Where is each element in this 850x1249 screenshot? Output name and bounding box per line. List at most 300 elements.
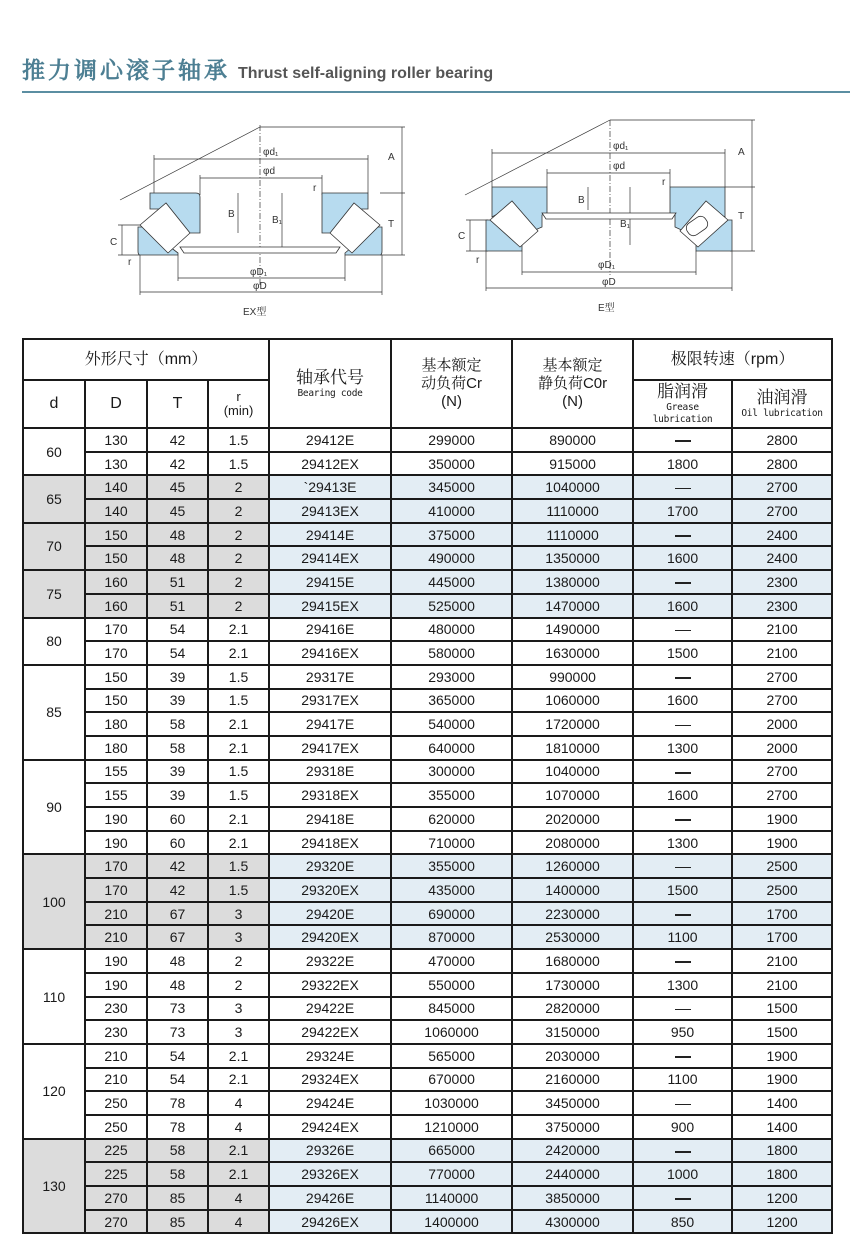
cell-T: 58 bbox=[147, 1162, 208, 1186]
cell-D: 250 bbox=[85, 1091, 147, 1115]
table-row bbox=[23, 428, 832, 452]
cell-code: 29318EX bbox=[269, 783, 391, 807]
cell-code: 29426EX bbox=[269, 1210, 391, 1234]
cell-d: 75 bbox=[23, 570, 85, 617]
table-row bbox=[23, 689, 832, 713]
cell-T: 60 bbox=[147, 831, 208, 855]
table-row bbox=[23, 736, 832, 760]
cell-T: 42 bbox=[147, 878, 208, 902]
cell-grease: 1300 bbox=[633, 973, 732, 997]
table-row bbox=[23, 997, 832, 1021]
table-row bbox=[23, 783, 832, 807]
table-row bbox=[23, 760, 832, 784]
cell-cor: 2080000 bbox=[512, 831, 633, 855]
cell-r: 1.5 bbox=[208, 854, 269, 878]
header-T: T bbox=[147, 380, 208, 428]
cell-cor: 1720000 bbox=[512, 712, 633, 736]
dash-mark bbox=[675, 1104, 691, 1106]
cell-D: 230 bbox=[85, 1020, 147, 1044]
header-cr-line2: 动负荷Cr bbox=[421, 374, 482, 392]
cell-T: 48 bbox=[147, 523, 208, 547]
cell-cor: 4300000 bbox=[512, 1210, 633, 1234]
table-row bbox=[23, 1115, 832, 1139]
cell-d: 65 bbox=[23, 475, 85, 522]
svg-text:r: r bbox=[662, 177, 666, 188]
cell-grease bbox=[633, 428, 732, 452]
svg-text:A: A bbox=[738, 147, 745, 158]
cell-code: 29320E bbox=[269, 854, 391, 878]
cell-cr: 845000 bbox=[391, 997, 512, 1021]
cell-oil: 1900 bbox=[732, 831, 832, 855]
cell-d: 130 bbox=[23, 1139, 85, 1234]
svg-text:B₁: B₁ bbox=[272, 215, 283, 226]
cell-r: 2.1 bbox=[208, 807, 269, 831]
cell-cr: 550000 bbox=[391, 973, 512, 997]
dash-mark bbox=[675, 1009, 691, 1011]
cell-code: 29320EX bbox=[269, 878, 391, 902]
cell-grease bbox=[633, 712, 732, 736]
cell-code: 29322E bbox=[269, 949, 391, 973]
dash-mark bbox=[675, 677, 691, 679]
cell-r: 3 bbox=[208, 925, 269, 949]
cell-oil: 1400 bbox=[732, 1115, 832, 1139]
cell-grease: 1600 bbox=[633, 594, 732, 618]
cell-grease bbox=[633, 665, 732, 689]
cell-d: 85 bbox=[23, 665, 85, 760]
cell-cr: 445000 bbox=[391, 570, 512, 594]
cell-cor: 2530000 bbox=[512, 925, 633, 949]
svg-text:B: B bbox=[578, 195, 585, 206]
cell-r: 2.1 bbox=[208, 618, 269, 642]
cell-grease: 1000 bbox=[633, 1162, 732, 1186]
cell-cr: 565000 bbox=[391, 1044, 512, 1068]
cell-cr: 1400000 bbox=[391, 1210, 512, 1234]
cell-r: 1.5 bbox=[208, 783, 269, 807]
table-body bbox=[23, 428, 832, 1233]
cell-d: 110 bbox=[23, 949, 85, 1044]
cell-grease: 1800 bbox=[633, 452, 732, 476]
cell-r: 1.5 bbox=[208, 452, 269, 476]
cell-D: 170 bbox=[85, 641, 147, 665]
dash-mark bbox=[675, 440, 691, 442]
svg-text:B: B bbox=[228, 209, 235, 220]
cell-T: 78 bbox=[147, 1091, 208, 1115]
cell-cor: 890000 bbox=[512, 428, 633, 452]
cell-grease bbox=[633, 1044, 732, 1068]
cell-grease: 950 bbox=[633, 1020, 732, 1044]
cell-T: 58 bbox=[147, 712, 208, 736]
cell-T: 73 bbox=[147, 997, 208, 1021]
cell-oil: 2000 bbox=[732, 736, 832, 760]
cell-cr: 490000 bbox=[391, 546, 512, 570]
cell-cr: 300000 bbox=[391, 760, 512, 784]
svg-text:C: C bbox=[458, 231, 466, 242]
cell-T: 60 bbox=[147, 807, 208, 831]
page-title bbox=[22, 52, 493, 84]
cell-T: 67 bbox=[147, 902, 208, 926]
cell-d: 120 bbox=[23, 1044, 85, 1139]
cell-r: 2.1 bbox=[208, 641, 269, 665]
cell-grease: 1100 bbox=[633, 1068, 732, 1092]
title-divider bbox=[22, 91, 850, 93]
cell-r: 2 bbox=[208, 475, 269, 499]
cell-code: 29418EX bbox=[269, 831, 391, 855]
cell-cor: 2030000 bbox=[512, 1044, 633, 1068]
dash-mark bbox=[675, 582, 691, 584]
cell-cor: 1400000 bbox=[512, 878, 633, 902]
cell-grease: 1100 bbox=[633, 925, 732, 949]
cell-T: 85 bbox=[147, 1186, 208, 1210]
cell-D: 190 bbox=[85, 807, 147, 831]
cell-grease: 1600 bbox=[633, 546, 732, 570]
cell-oil: 2800 bbox=[732, 452, 832, 476]
svg-text:φD₁: φD₁ bbox=[598, 260, 616, 271]
cell-D: 210 bbox=[85, 902, 147, 926]
cell-D: 210 bbox=[85, 1068, 147, 1092]
cell-oil: 2700 bbox=[732, 499, 832, 523]
header-grease-en: Grease lubrication bbox=[652, 402, 713, 425]
header-cr-line3: (N) bbox=[441, 392, 462, 410]
cell-cor: 2440000 bbox=[512, 1162, 633, 1186]
header-static-load bbox=[512, 339, 633, 428]
cell-oil: 1700 bbox=[732, 925, 832, 949]
cell-r: 1.5 bbox=[208, 760, 269, 784]
cell-cor: 1040000 bbox=[512, 760, 633, 784]
cell-code: 29417EX bbox=[269, 736, 391, 760]
title-english: Thrust self-aligning roller bearing bbox=[238, 65, 494, 82]
cell-oil: 2400 bbox=[732, 523, 832, 547]
table-row bbox=[23, 949, 832, 973]
cell-code: 29416E bbox=[269, 618, 391, 642]
cell-code: 29424EX bbox=[269, 1115, 391, 1139]
cell-r: 4 bbox=[208, 1115, 269, 1139]
svg-text:A: A bbox=[388, 152, 395, 163]
cell-cor: 2020000 bbox=[512, 807, 633, 831]
diagram-e-type bbox=[450, 115, 770, 320]
cell-grease bbox=[633, 570, 732, 594]
cell-code: 29418E bbox=[269, 807, 391, 831]
diagram-ex-caption: EX型 bbox=[243, 307, 267, 318]
cell-code: 29422E bbox=[269, 997, 391, 1021]
cell-code: 29326E bbox=[269, 1139, 391, 1163]
table-row bbox=[23, 1091, 832, 1115]
title-chinese: 推力调心滚子轴承 bbox=[22, 58, 230, 84]
cell-T: 48 bbox=[147, 973, 208, 997]
cell-cor: 1680000 bbox=[512, 949, 633, 973]
cell-D: 250 bbox=[85, 1115, 147, 1139]
table-row bbox=[23, 973, 832, 997]
cell-oil: 2800 bbox=[732, 428, 832, 452]
dash-mark bbox=[675, 630, 691, 632]
cell-code: `29413E bbox=[269, 475, 391, 499]
header-speed-limit: 极限转速（rpm） bbox=[633, 339, 832, 380]
cell-r: 2 bbox=[208, 499, 269, 523]
cell-cor: 2820000 bbox=[512, 997, 633, 1021]
cell-r: 2 bbox=[208, 570, 269, 594]
dash-mark bbox=[675, 819, 691, 821]
cell-T: 85 bbox=[147, 1210, 208, 1234]
cell-r: 3 bbox=[208, 997, 269, 1021]
cell-r: 1.5 bbox=[208, 428, 269, 452]
cell-cr: 540000 bbox=[391, 712, 512, 736]
cell-r: 2.1 bbox=[208, 1162, 269, 1186]
cell-cr: 410000 bbox=[391, 499, 512, 523]
cell-r: 1.5 bbox=[208, 665, 269, 689]
cell-D: 150 bbox=[85, 546, 147, 570]
cell-cr: 690000 bbox=[391, 902, 512, 926]
cell-r: 1.5 bbox=[208, 689, 269, 713]
cell-cor: 990000 bbox=[512, 665, 633, 689]
cell-oil: 2700 bbox=[732, 475, 832, 499]
svg-text:B₁: B₁ bbox=[620, 219, 631, 230]
cell-cr: 1140000 bbox=[391, 1186, 512, 1210]
cell-cor: 3850000 bbox=[512, 1186, 633, 1210]
cell-T: 67 bbox=[147, 925, 208, 949]
header-dynamic-load bbox=[391, 339, 512, 428]
header-oil-en: Oil lubrication bbox=[741, 408, 823, 419]
cell-grease bbox=[633, 854, 732, 878]
cell-grease: 1500 bbox=[633, 641, 732, 665]
table-row bbox=[23, 452, 832, 476]
dash-mark bbox=[675, 914, 691, 916]
cell-r: 2 bbox=[208, 546, 269, 570]
cell-grease bbox=[633, 1186, 732, 1210]
dash-mark bbox=[675, 535, 691, 537]
cell-cor: 1260000 bbox=[512, 854, 633, 878]
cell-T: 42 bbox=[147, 854, 208, 878]
table-row bbox=[23, 665, 832, 689]
cell-grease bbox=[633, 618, 732, 642]
cell-cor: 1730000 bbox=[512, 973, 633, 997]
dash-mark bbox=[675, 867, 691, 869]
cell-oil: 1500 bbox=[732, 997, 832, 1021]
cell-code: 29326EX bbox=[269, 1162, 391, 1186]
cell-cor: 1630000 bbox=[512, 641, 633, 665]
cell-cor: 2420000 bbox=[512, 1139, 633, 1163]
cell-r: 2.1 bbox=[208, 1044, 269, 1068]
svg-text:r: r bbox=[128, 257, 132, 268]
table-row bbox=[23, 1139, 832, 1163]
cell-cor: 1040000 bbox=[512, 475, 633, 499]
cell-T: 51 bbox=[147, 594, 208, 618]
cell-oil: 1400 bbox=[732, 1091, 832, 1115]
cell-cor: 1470000 bbox=[512, 594, 633, 618]
header-cor-line2: 静负荷C0r bbox=[537, 374, 608, 392]
cell-code: 29317EX bbox=[269, 689, 391, 713]
cell-D: 170 bbox=[85, 854, 147, 878]
cell-cr: 670000 bbox=[391, 1068, 512, 1092]
table-row bbox=[23, 1068, 832, 1092]
cell-oil: 1200 bbox=[732, 1210, 832, 1234]
cell-cr: 640000 bbox=[391, 736, 512, 760]
cell-oil: 2400 bbox=[732, 546, 832, 570]
cell-r: 1.5 bbox=[208, 878, 269, 902]
cell-code: 29412E bbox=[269, 428, 391, 452]
cell-code: 29324EX bbox=[269, 1068, 391, 1092]
cell-D: 210 bbox=[85, 1044, 147, 1068]
cell-cor: 2160000 bbox=[512, 1068, 633, 1092]
header-grease bbox=[633, 380, 732, 428]
cell-code: 29414E bbox=[269, 523, 391, 547]
cell-grease bbox=[633, 949, 732, 973]
cell-cr: 470000 bbox=[391, 949, 512, 973]
cell-oil: 2100 bbox=[732, 973, 832, 997]
cell-d: 90 bbox=[23, 760, 85, 855]
cell-D: 150 bbox=[85, 523, 147, 547]
dash-mark bbox=[675, 1056, 691, 1058]
cell-cr: 355000 bbox=[391, 854, 512, 878]
cell-oil: 2300 bbox=[732, 594, 832, 618]
cell-cr: 580000 bbox=[391, 641, 512, 665]
cell-code: 29422EX bbox=[269, 1020, 391, 1044]
dash-mark bbox=[675, 725, 691, 727]
svg-text:φd: φd bbox=[263, 166, 276, 177]
cell-code: 29414EX bbox=[269, 546, 391, 570]
cell-r: 2 bbox=[208, 594, 269, 618]
cell-cr: 525000 bbox=[391, 594, 512, 618]
cell-r: 2 bbox=[208, 523, 269, 547]
cell-oil: 1200 bbox=[732, 1186, 832, 1210]
cell-code: 29416EX bbox=[269, 641, 391, 665]
cell-D: 170 bbox=[85, 618, 147, 642]
header-cr-line1: 基本额定 bbox=[421, 356, 482, 374]
cell-grease: 1700 bbox=[633, 499, 732, 523]
cell-cr: 375000 bbox=[391, 523, 512, 547]
cell-r: 3 bbox=[208, 1020, 269, 1044]
svg-text:φd₁: φd₁ bbox=[613, 141, 629, 152]
cell-r: 2.1 bbox=[208, 736, 269, 760]
svg-text:C: C bbox=[110, 237, 118, 248]
cell-T: 42 bbox=[147, 428, 208, 452]
cell-T: 39 bbox=[147, 689, 208, 713]
cell-r: 4 bbox=[208, 1091, 269, 1115]
cell-grease bbox=[633, 807, 732, 831]
cell-T: 54 bbox=[147, 1044, 208, 1068]
cell-T: 54 bbox=[147, 641, 208, 665]
table-row bbox=[23, 618, 832, 642]
cell-cor: 3150000 bbox=[512, 1020, 633, 1044]
cell-code: 29420E bbox=[269, 902, 391, 926]
cell-cr: 435000 bbox=[391, 878, 512, 902]
table-row bbox=[23, 1020, 832, 1044]
cell-oil: 1900 bbox=[732, 807, 832, 831]
cell-T: 58 bbox=[147, 736, 208, 760]
header-r bbox=[208, 380, 269, 428]
cell-cr: 770000 bbox=[391, 1162, 512, 1186]
svg-text:T: T bbox=[388, 219, 395, 230]
cell-cr: 665000 bbox=[391, 1139, 512, 1163]
cell-cor: 1350000 bbox=[512, 546, 633, 570]
header-d: d bbox=[23, 380, 85, 428]
bearing-e-drawing bbox=[450, 115, 770, 320]
header-r-label: r bbox=[236, 389, 241, 404]
table-row bbox=[23, 594, 832, 618]
dash-mark bbox=[675, 772, 691, 774]
cell-r: 2.1 bbox=[208, 831, 269, 855]
cell-r: 2 bbox=[208, 949, 269, 973]
cell-d: 60 bbox=[23, 428, 85, 475]
header-code-cn: 轴承代号 bbox=[296, 367, 365, 387]
table-row bbox=[23, 712, 832, 736]
header-D: D bbox=[85, 380, 147, 428]
cell-cor: 3450000 bbox=[512, 1091, 633, 1115]
cell-T: 78 bbox=[147, 1115, 208, 1139]
cell-grease bbox=[633, 1139, 732, 1163]
cell-cor: 1490000 bbox=[512, 618, 633, 642]
cell-T: 51 bbox=[147, 570, 208, 594]
cell-code: 29420EX bbox=[269, 925, 391, 949]
cell-oil: 1500 bbox=[732, 1020, 832, 1044]
cell-oil: 1900 bbox=[732, 1068, 832, 1092]
cell-code: 29324E bbox=[269, 1044, 391, 1068]
cell-cr: 299000 bbox=[391, 428, 512, 452]
cell-oil: 1700 bbox=[732, 902, 832, 926]
svg-text:φD₁: φD₁ bbox=[250, 267, 268, 278]
table-row bbox=[23, 1044, 832, 1068]
header-dimensions: 外形尺寸（mm） bbox=[23, 339, 269, 380]
cell-grease: 1600 bbox=[633, 689, 732, 713]
cell-oil: 2700 bbox=[732, 760, 832, 784]
cell-grease bbox=[633, 997, 732, 1021]
cell-r: 3 bbox=[208, 902, 269, 926]
diagram-e-caption: E型 bbox=[598, 303, 615, 314]
cell-cor: 1380000 bbox=[512, 570, 633, 594]
cell-oil: 2100 bbox=[732, 949, 832, 973]
svg-text:r: r bbox=[476, 255, 480, 266]
cell-grease bbox=[633, 760, 732, 784]
bearing-spec-table bbox=[22, 338, 833, 1234]
cell-grease bbox=[633, 523, 732, 547]
cell-T: 73 bbox=[147, 1020, 208, 1044]
cell-cor: 1810000 bbox=[512, 736, 633, 760]
cell-cr: 1060000 bbox=[391, 1020, 512, 1044]
cell-T: 39 bbox=[147, 760, 208, 784]
cell-D: 130 bbox=[85, 428, 147, 452]
cell-D: 130 bbox=[85, 452, 147, 476]
cell-code: 29318E bbox=[269, 760, 391, 784]
cell-T: 58 bbox=[147, 1139, 208, 1163]
cell-cr: 480000 bbox=[391, 618, 512, 642]
cell-grease bbox=[633, 902, 732, 926]
header-oil-cn: 油润滑 bbox=[756, 388, 808, 407]
header-cor-line1: 基本额定 bbox=[542, 356, 603, 374]
cell-code: 29322EX bbox=[269, 973, 391, 997]
cell-D: 190 bbox=[85, 973, 147, 997]
table-row bbox=[23, 546, 832, 570]
cell-cr: 345000 bbox=[391, 475, 512, 499]
table-row bbox=[23, 902, 832, 926]
table-row bbox=[23, 570, 832, 594]
cell-D: 180 bbox=[85, 712, 147, 736]
cell-r: 2.1 bbox=[208, 1139, 269, 1163]
cell-D: 270 bbox=[85, 1210, 147, 1234]
cell-cor: 1060000 bbox=[512, 689, 633, 713]
diagram-ex-type bbox=[100, 115, 420, 320]
cell-cor: 1110000 bbox=[512, 499, 633, 523]
cell-T: 54 bbox=[147, 618, 208, 642]
svg-text:φD: φD bbox=[253, 281, 267, 292]
cell-cor: 1070000 bbox=[512, 783, 633, 807]
dash-mark bbox=[675, 1151, 691, 1153]
cell-grease: 1600 bbox=[633, 783, 732, 807]
svg-text:φd: φd bbox=[613, 161, 626, 172]
table-row bbox=[23, 854, 832, 878]
cell-code: 29426E bbox=[269, 1186, 391, 1210]
dash-mark bbox=[675, 1198, 691, 1200]
cell-oil: 2500 bbox=[732, 854, 832, 878]
cell-D: 270 bbox=[85, 1186, 147, 1210]
cell-D: 190 bbox=[85, 831, 147, 855]
